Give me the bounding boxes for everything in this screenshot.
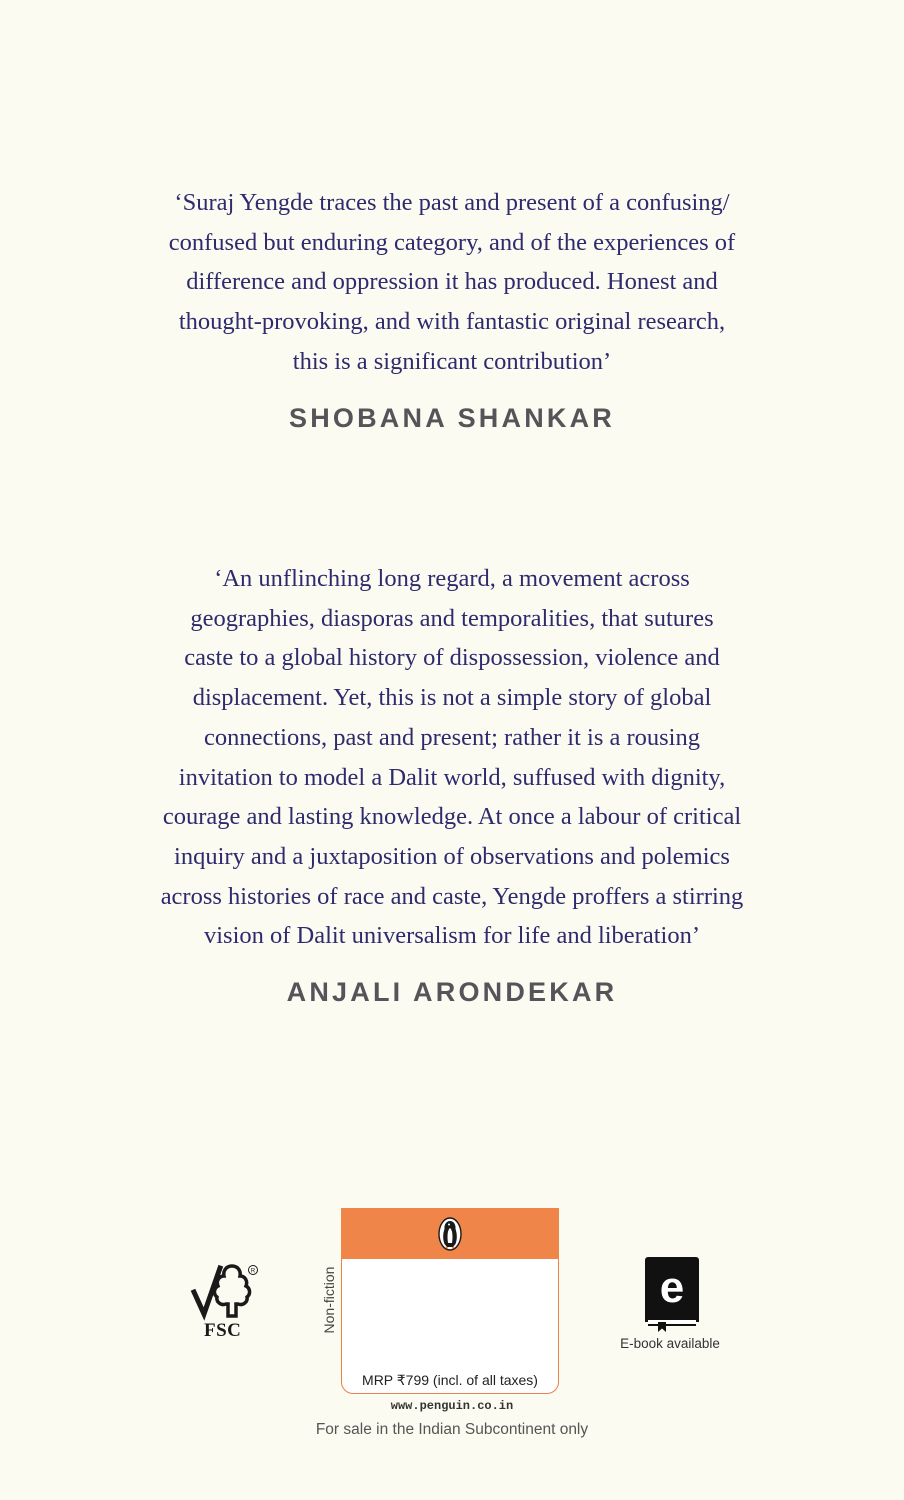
- quote-line: thought-provoking, and with fantastic original research,: [178, 308, 726, 336]
- quote-line: ‘An unflinching long regard, a movement across: [214, 565, 690, 592]
- price-box: [341, 1208, 559, 1394]
- quote-line: displacement. Yet, this is not a simple story of global: [192, 684, 712, 712]
- quote-line: across histories of race and caste, Yengde proffers a stirring: [160, 882, 744, 910]
- fsc-tree-check-icon: [190, 1262, 262, 1322]
- price-box-band: [341, 1208, 559, 1259]
- quote-line: connections, past and present; rather it is a rousing: [204, 723, 700, 751]
- quote-line: geographies, diasporas and temporalities, that sutures: [190, 604, 714, 632]
- quote-line: invitation to model a Dalit world, suffused with dignity,: [178, 763, 726, 791]
- endorsement-quote-1: [0, 183, 904, 382]
- ebook-device-icon: [644, 1256, 700, 1332]
- svg-text:R: R: [250, 1268, 256, 1275]
- quote-line: confused but enduring category, and of the experiences of: [168, 228, 736, 256]
- ebook-icon: [644, 1256, 700, 1332]
- ebook-letter: e: [659, 1263, 685, 1312]
- quote-line: caste to a global history of dispossession, violence and: [184, 644, 720, 672]
- price-label: MRP ₹799 (incl. of all taxes): [362, 1372, 538, 1388]
- quote-line: ‘Suraj Yengde traces the past and present of a confusing/: [174, 189, 730, 216]
- quote-line: vision of Dalit universalism for life and liberation’: [203, 922, 700, 950]
- endorsement-author-2: ANJALI ARONDEKAR: [286, 977, 618, 1007]
- publisher-website: www.penguin.co.in: [390, 1399, 514, 1413]
- quote-line: inquiry and a juxtaposition of observations and polemics: [174, 842, 730, 870]
- endorsement-author-1: SHOBANA SHANKAR: [288, 403, 615, 433]
- genre-label: Non-fiction: [321, 1266, 337, 1334]
- quote-line: difference and oppression it has produced. Honest and: [186, 268, 718, 296]
- endorsement-quote-2: [0, 559, 904, 956]
- penguin-logo-icon: [438, 1217, 462, 1251]
- quote-line: courage and lasting knowledge. At once a labour of critical: [162, 803, 742, 831]
- fsc-logo: [190, 1262, 262, 1344]
- quote-line: this is a significant contribution’: [292, 347, 612, 375]
- ebook-available-label: E-book available: [620, 1336, 720, 1351]
- sale-territory-note: For sale in the Indian Subcontinent only: [315, 1421, 589, 1438]
- fsc-text: FSC: [204, 1320, 242, 1341]
